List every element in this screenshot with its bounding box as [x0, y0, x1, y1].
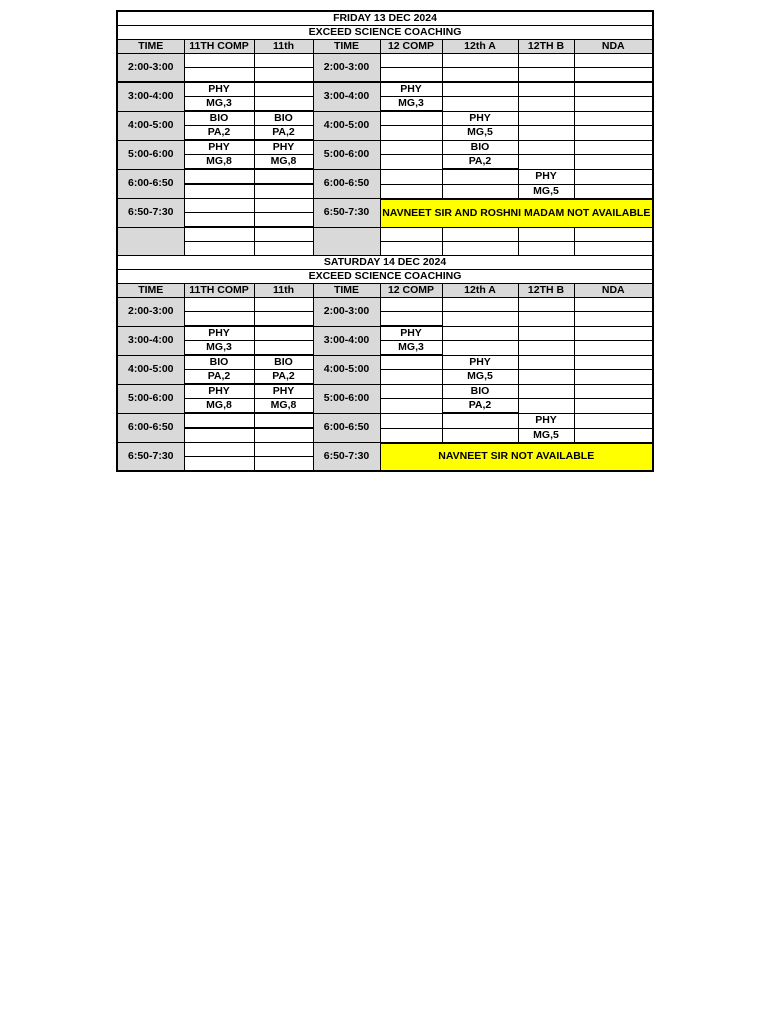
header-time-left: TIME — [117, 40, 184, 54]
cell-11th-comp — [184, 457, 254, 472]
time-cell: 4:00-5:00 — [313, 111, 380, 140]
cell-nda — [574, 399, 653, 414]
saturday-date-title: SATURDAY 14 DEC 2024 — [117, 256, 653, 270]
time-cell: 3:00-4:00 — [117, 82, 184, 111]
cell-nda — [574, 428, 653, 443]
cell-12th-a: BIO — [442, 384, 518, 399]
cell-11th-comp: PHY — [184, 82, 254, 97]
cell-11th-comp: BIO — [184, 111, 254, 126]
cell-nda — [574, 97, 653, 112]
cell-12th-a — [442, 298, 518, 312]
cell-12-comp: MG,3 — [380, 341, 442, 356]
cell-11th-comp: PHY — [184, 140, 254, 155]
cell-12th-a — [442, 341, 518, 356]
time-cell: 5:00-6:00 — [313, 140, 380, 169]
cell-12th-b: MG,5 — [518, 428, 574, 443]
header-11th-comp: 11TH COMP — [184, 40, 254, 54]
time-cell: 3:00-4:00 — [117, 326, 184, 355]
cell-12th-b: MG,5 — [518, 184, 574, 199]
cell-11th — [254, 68, 313, 83]
header-nda: NDA — [574, 40, 653, 54]
cell-12th-b — [518, 399, 574, 414]
cell-12th-b — [518, 384, 574, 399]
cell-11th-comp: PHY — [184, 326, 254, 341]
cell-12th-b — [518, 126, 574, 141]
cell-12th-a: PA,2 — [442, 155, 518, 170]
cell-11th — [254, 413, 313, 428]
cell-11th-comp — [184, 54, 254, 68]
time-cell: 6:50-7:30 — [313, 199, 380, 228]
cell-11th-comp — [184, 169, 254, 184]
cell-12th-a — [442, 97, 518, 112]
cell-11th-comp — [184, 428, 254, 443]
cell-12-comp — [380, 242, 442, 256]
cell-12th-a — [442, 169, 518, 184]
time-cell: 6:00-6:50 — [117, 169, 184, 199]
cell-nda — [574, 242, 653, 256]
cell-12-comp — [380, 140, 442, 155]
cell-12th-a — [442, 326, 518, 341]
cell-nda — [574, 312, 653, 327]
cell-11th — [254, 298, 313, 312]
cell-12-comp: PHY — [380, 326, 442, 341]
header-12th-a: 12th A — [442, 284, 518, 298]
cell-11th — [254, 326, 313, 341]
cell-nda — [574, 140, 653, 155]
cell-11th-comp: BIO — [184, 355, 254, 370]
header-11th-comp: 11TH COMP — [184, 284, 254, 298]
cell-nda — [574, 169, 653, 184]
time-cell: 3:00-4:00 — [313, 326, 380, 355]
cell-11th — [254, 213, 313, 228]
cell-11th-comp: PA,2 — [184, 126, 254, 141]
time-cell — [117, 227, 184, 256]
cell-12th-b: PHY — [518, 169, 574, 184]
header-12-comp: 12 COMP — [380, 40, 442, 54]
cell-12-comp — [380, 111, 442, 126]
cell-nda — [574, 326, 653, 341]
cell-nda — [574, 155, 653, 170]
cell-nda — [574, 227, 653, 242]
cell-11th — [254, 227, 313, 242]
cell-12th-b — [518, 82, 574, 97]
header-12th-b: 12TH B — [518, 40, 574, 54]
cell-11th-comp — [184, 68, 254, 83]
cell-11th-comp: MG,3 — [184, 341, 254, 356]
cell-11th-comp — [184, 413, 254, 428]
cell-11th-comp — [184, 298, 254, 312]
cell-nda — [574, 355, 653, 370]
cell-11th — [254, 341, 313, 356]
cell-12th-b — [518, 326, 574, 341]
cell-11th: PA,2 — [254, 370, 313, 385]
cell-12th-a: BIO — [442, 140, 518, 155]
timetable — [116, 10, 654, 472]
header-time-right: TIME — [313, 40, 380, 54]
cell-nda — [574, 82, 653, 97]
cell-12th-b — [518, 370, 574, 385]
cell-11th: PHY — [254, 384, 313, 399]
cell-12-comp — [380, 355, 442, 370]
cell-11th-comp — [184, 227, 254, 242]
friday-date-title: FRIDAY 13 DEC 2024 — [117, 11, 653, 26]
time-cell: 6:50-7:30 — [313, 443, 380, 472]
header-nda: NDA — [574, 284, 653, 298]
cell-11th: PHY — [254, 140, 313, 155]
time-cell: 6:00-6:50 — [313, 169, 380, 199]
cell-11th — [254, 457, 313, 472]
time-cell: 2:00-3:00 — [313, 298, 380, 327]
cell-11th-comp: PHY — [184, 384, 254, 399]
time-cell: 5:00-6:00 — [313, 384, 380, 413]
time-cell: 6:50-7:30 — [117, 443, 184, 472]
time-cell: 2:00-3:00 — [117, 298, 184, 327]
cell-12-comp — [380, 312, 442, 327]
header-12th-b: 12TH B — [518, 284, 574, 298]
cell-nda — [574, 370, 653, 385]
time-cell: 5:00-6:00 — [117, 140, 184, 169]
cell-nda — [574, 111, 653, 126]
cell-12-comp — [380, 428, 442, 443]
cell-11th — [254, 312, 313, 327]
cell-12th-b — [518, 54, 574, 68]
cell-12-comp — [380, 155, 442, 170]
cell-12th-a: MG,5 — [442, 370, 518, 385]
time-cell: 4:00-5:00 — [117, 111, 184, 140]
time-cell: 2:00-3:00 — [117, 54, 184, 83]
cell-12th-a: MG,5 — [442, 126, 518, 141]
availability-notice: NAVNEET SIR NOT AVAILABLE — [380, 443, 653, 472]
time-cell: 2:00-3:00 — [313, 54, 380, 83]
header-11th: 11th — [254, 40, 313, 54]
cell-11th-comp: MG,8 — [184, 399, 254, 414]
time-cell — [313, 227, 380, 256]
friday-coaching-title: EXCEED SCIENCE COACHING — [117, 26, 653, 40]
cell-11th — [254, 97, 313, 112]
cell-11th-comp — [184, 199, 254, 213]
time-cell: 6:00-6:50 — [313, 413, 380, 443]
cell-12-comp: PHY — [380, 82, 442, 97]
cell-12th-b — [518, 312, 574, 327]
cell-12th-b — [518, 97, 574, 112]
cell-nda — [574, 413, 653, 428]
cell-12th-b — [518, 68, 574, 83]
header-time-left: TIME — [117, 284, 184, 298]
header-12th-a: 12th A — [442, 40, 518, 54]
header-11th: 11th — [254, 284, 313, 298]
cell-11th — [254, 169, 313, 184]
cell-12th-b — [518, 242, 574, 256]
cell-nda — [574, 384, 653, 399]
cell-11th — [254, 54, 313, 68]
time-cell: 4:00-5:00 — [117, 355, 184, 384]
cell-nda — [574, 126, 653, 141]
cell-11th — [254, 82, 313, 97]
cell-12-comp — [380, 227, 442, 242]
cell-12-comp — [380, 399, 442, 414]
cell-11th-comp: MG,8 — [184, 155, 254, 170]
cell-12-comp — [380, 298, 442, 312]
cell-nda — [574, 54, 653, 68]
cell-12th-a: PHY — [442, 355, 518, 370]
cell-11th — [254, 242, 313, 256]
cell-11th — [254, 443, 313, 457]
cell-11th-comp — [184, 184, 254, 199]
cell-11th-comp: MG,3 — [184, 97, 254, 112]
cell-12-comp — [380, 126, 442, 141]
cell-11th — [254, 428, 313, 443]
cell-12th-a — [442, 413, 518, 428]
cell-11th-comp — [184, 312, 254, 327]
cell-11th: BIO — [254, 111, 313, 126]
time-cell: 4:00-5:00 — [313, 355, 380, 384]
cell-11th: PA,2 — [254, 126, 313, 141]
cell-12-comp — [380, 54, 442, 68]
timetable-sheet — [116, 10, 652, 472]
saturday-coaching-title: EXCEED SCIENCE COACHING — [117, 270, 653, 284]
cell-12-comp — [380, 184, 442, 199]
availability-notice: NAVNEET SIR AND ROSHNI MADAM NOT AVAILABLE — [380, 199, 653, 228]
time-cell: 3:00-4:00 — [313, 82, 380, 111]
cell-11th-comp — [184, 242, 254, 256]
cell-12th-b — [518, 341, 574, 356]
cell-nda — [574, 68, 653, 83]
cell-12th-a — [442, 184, 518, 199]
cell-12th-b — [518, 355, 574, 370]
cell-11th — [254, 199, 313, 213]
cell-11th-comp — [184, 443, 254, 457]
cell-12th-b — [518, 298, 574, 312]
cell-12th-a — [442, 312, 518, 327]
time-cell: 5:00-6:00 — [117, 384, 184, 413]
cell-12th-a — [442, 242, 518, 256]
cell-11th: MG,8 — [254, 399, 313, 414]
cell-12th-b — [518, 140, 574, 155]
cell-11th-comp: PA,2 — [184, 370, 254, 385]
cell-12-comp — [380, 370, 442, 385]
time-cell: 6:50-7:30 — [117, 199, 184, 228]
cell-12th-a: PA,2 — [442, 399, 518, 414]
cell-12th-a — [442, 54, 518, 68]
cell-12th-b: PHY — [518, 413, 574, 428]
cell-nda — [574, 184, 653, 199]
cell-12th-a: PHY — [442, 111, 518, 126]
cell-nda — [574, 298, 653, 312]
cell-12-comp: MG,3 — [380, 97, 442, 112]
cell-12th-b — [518, 111, 574, 126]
cell-12-comp — [380, 384, 442, 399]
cell-11th: BIO — [254, 355, 313, 370]
cell-12-comp — [380, 68, 442, 83]
cell-11th-comp — [184, 213, 254, 228]
cell-12th-a — [442, 82, 518, 97]
cell-nda — [574, 341, 653, 356]
time-cell: 6:00-6:50 — [117, 413, 184, 443]
header-time-right: TIME — [313, 284, 380, 298]
cell-12th-b — [518, 227, 574, 242]
cell-12th-a — [442, 227, 518, 242]
cell-12-comp — [380, 169, 442, 184]
cell-12th-a — [442, 68, 518, 83]
cell-11th: MG,8 — [254, 155, 313, 170]
header-12-comp: 12 COMP — [380, 284, 442, 298]
cell-11th — [254, 184, 313, 199]
cell-12th-a — [442, 428, 518, 443]
cell-12-comp — [380, 413, 442, 428]
cell-12th-b — [518, 155, 574, 170]
